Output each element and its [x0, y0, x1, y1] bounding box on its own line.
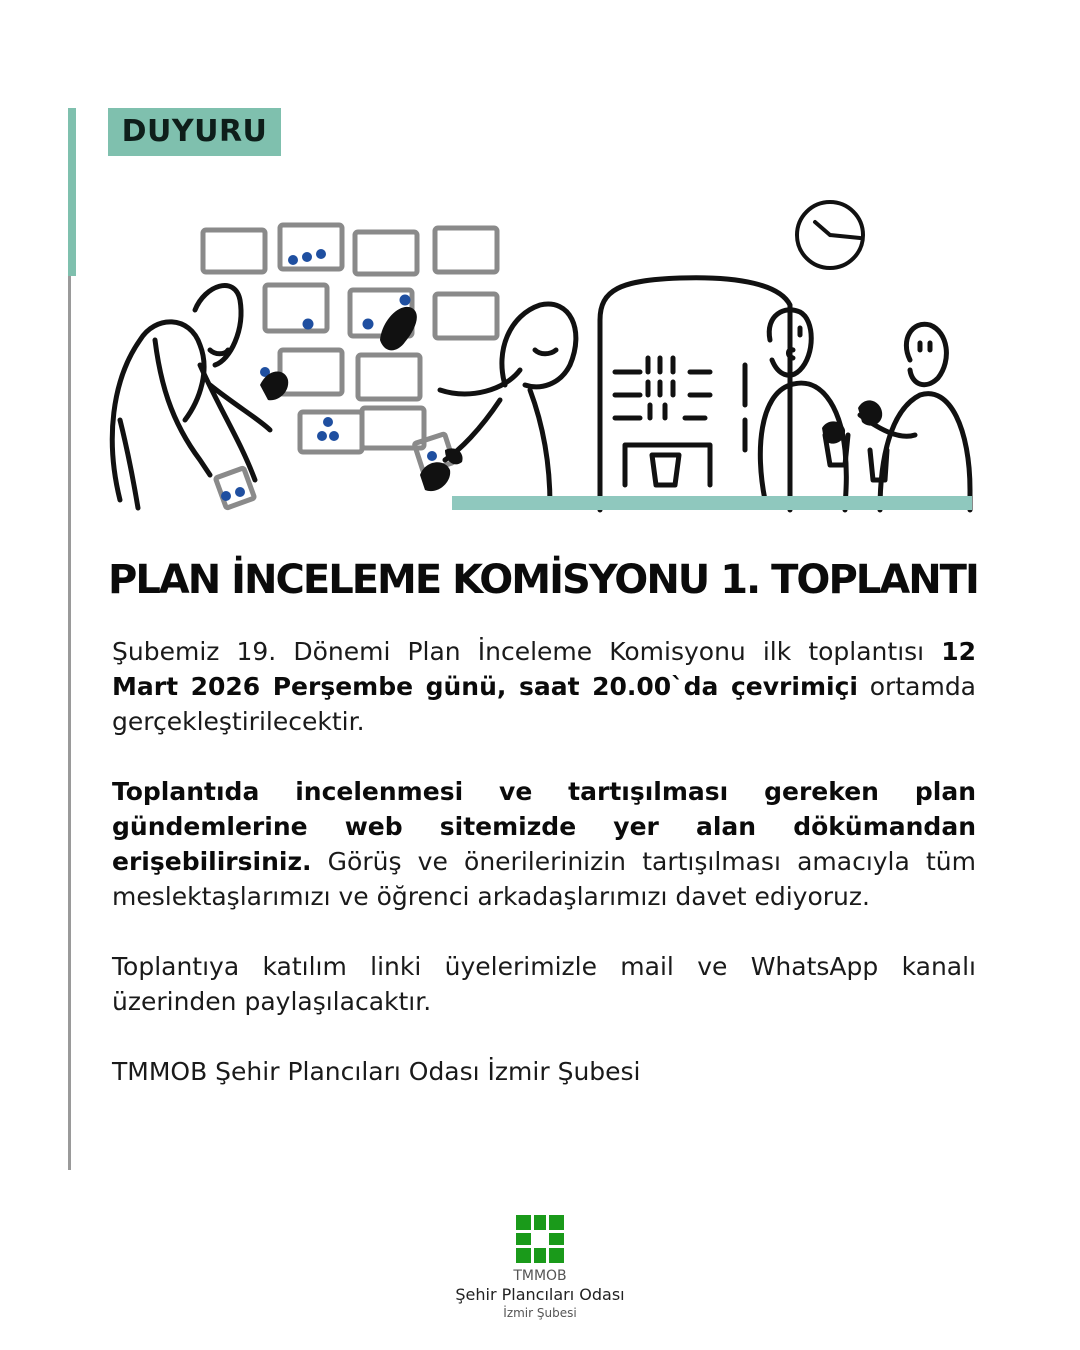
paragraph-agenda: Toplantıda incelenmesi ve tartışılması gereken plan gündemlerine web sitemizde yer alan dökümandan erişebilirsiniz. Görüş ve önerilerinizin tartışılması amacıyla tüm meslektaşlarımızı ve öğrenci arkadaşlarımızı davet ediyoruz. [112, 777, 976, 911]
page-title: PLAN İNCELEME KOMİSYONU 1. TOPLANTI [108, 557, 978, 603]
announcement-body [112, 634, 976, 1124]
meeting-illustration-icon [100, 190, 980, 520]
logo-text-tmmob: TMMOB [513, 1268, 567, 1284]
organization-logo [440, 1215, 640, 1321]
paragraph-link-info: Toplantıya katılım linki üyelerimizle mail ve WhatsApp kanalı üzerinden paylaşılacaktır. [112, 952, 976, 1016]
signature: TMMOB Şehir Plancıları Odası İzmir Şubesi [112, 1057, 641, 1086]
tmmob-logo-icon [516, 1215, 564, 1263]
logo-text-org: Şehir Plancıları Odası [455, 1285, 625, 1304]
side-accent [68, 108, 76, 276]
logo-text-branch: İzmir Şubesi [503, 1306, 577, 1320]
paragraph-meeting-date: Şubemiz 19. Dönemi Plan İnceleme Komisyonu ilk toplantısı 12 Mart 2026 Perşembe günü, saat 20.00`da çevrimiçi ortamda gerçekleştirilecektir. [112, 637, 977, 736]
announcement-tag: DUYURU [108, 108, 281, 156]
